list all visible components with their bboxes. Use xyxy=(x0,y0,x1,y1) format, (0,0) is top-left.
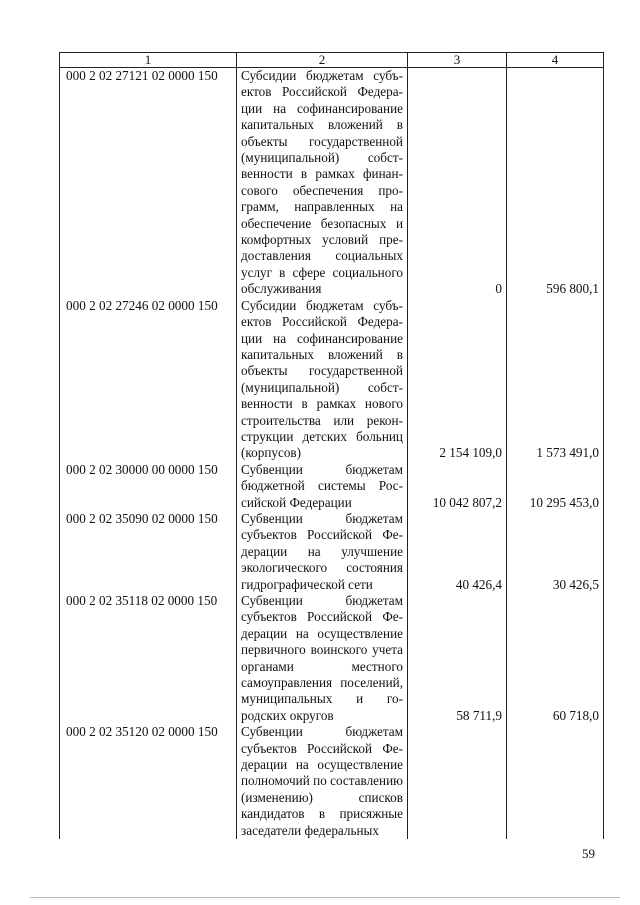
table-header-row xyxy=(60,53,604,68)
column-4-value: 596 800,1 xyxy=(507,68,604,298)
item-name-cell: Субвенции бюджетам субъектов Российской Федерации на осуществление первичного воинского учета органами местного самоуправления поселений, муниципальных и городских округов xyxy=(237,593,408,724)
column-4-value: 1 573 491,0 xyxy=(507,298,604,462)
column-3-value xyxy=(408,724,507,839)
column-header-4: 4 xyxy=(507,53,604,68)
item-name-cell: Субсидии бюджетам субъектов Российской Федерации на софинансирование капитальных вложений в объекты государственной (муниципальной) собственности в рамках финансового обеспечения программ, направленных на обеспечение безопасных и комфортных условий предоставления социальных услуг в сфере социального обслуживания xyxy=(237,68,408,298)
item-name-cell: Субвенции бюджетам субъектов Российской Федерации на осуществление полномочий по составлению (изменению) списков кандидатов в присяжные заседатели федеральных xyxy=(237,724,408,839)
column-3-value: 2 154 109,0 xyxy=(408,298,507,462)
column-header-3: 3 xyxy=(408,53,507,68)
item-name-cell: Субвенции бюджетам субъектов Российской Федерации на улучшение экологического состояния гидрографической сети xyxy=(237,511,408,593)
table-row xyxy=(60,593,604,724)
column-4-value: 30 426,5 xyxy=(507,511,604,593)
budget-code-cell: 000 2 02 27246 02 0000 150 xyxy=(60,298,237,462)
table-row xyxy=(60,724,604,839)
budget-code-cell: 000 2 02 27121 02 0000 150 xyxy=(60,68,237,298)
column-4-value: 10 295 453,0 xyxy=(507,462,604,511)
table-row xyxy=(60,511,604,593)
item-name-cell: Субвенции бюджетам бюджетной системы Российской Федерации xyxy=(237,462,408,511)
item-name-cell: Субсидии бюджетам субъектов Российской Федерации на софинансирование капитальных вложений в объекты государственной (муниципальной) собственности в рамках нового строительства или реконструкции детских больниц (корпусов) xyxy=(237,298,408,462)
table-row xyxy=(60,68,604,298)
page-number: 59 xyxy=(582,846,595,861)
budget-code-cell: 000 2 02 35090 02 0000 150 xyxy=(60,511,237,593)
budget-table xyxy=(59,52,604,839)
budget-code-cell: 000 2 02 35120 02 0000 150 xyxy=(60,724,237,839)
column-3-value: 10 042 807,2 xyxy=(408,462,507,511)
column-3-value: 40 426,4 xyxy=(408,511,507,593)
column-4-value xyxy=(507,724,604,839)
column-3-value: 0 xyxy=(408,68,507,298)
column-3-value: 58 711,9 xyxy=(408,593,507,724)
column-header-2: 2 xyxy=(237,53,408,68)
scan-edge-line xyxy=(30,897,620,898)
budget-code-cell: 000 2 02 35118 02 0000 150 xyxy=(60,593,237,724)
column-header-1: 1 xyxy=(60,53,237,68)
column-4-value: 60 718,0 xyxy=(507,593,604,724)
table-row xyxy=(60,462,604,511)
table-row xyxy=(60,298,604,462)
budget-code-cell: 000 2 02 30000 00 0000 150 xyxy=(60,462,237,511)
